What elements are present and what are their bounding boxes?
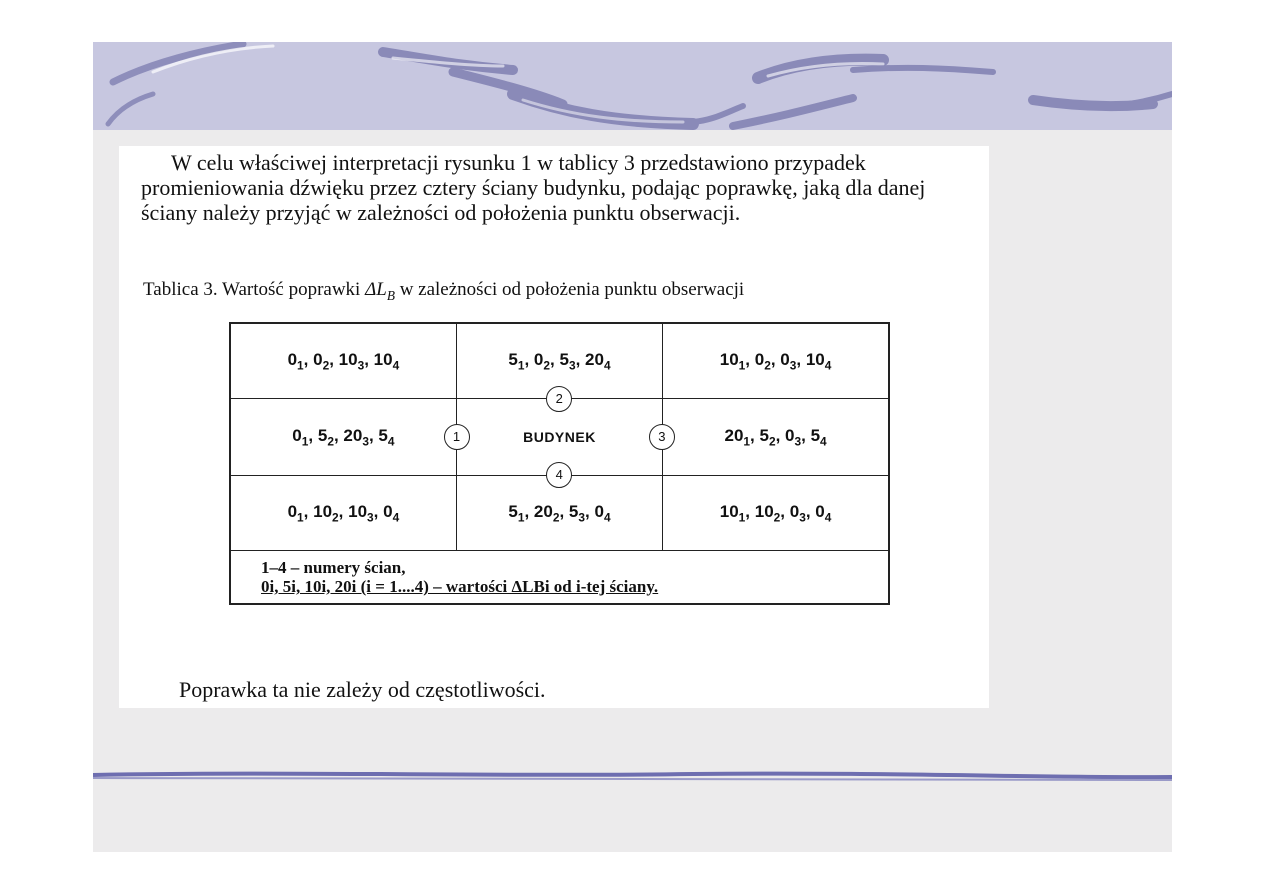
legend-line-2: 0i, 5i, 10i, 20i (i = 1....4) – wartości ΔLBi od i-tej ściany. — [261, 577, 659, 596]
correction-value: $20_4$ — [585, 349, 611, 373]
correction-value: $10_2$ — [313, 501, 339, 525]
swoosh-decoration-icon — [93, 42, 1172, 130]
correction-value: $0_4$ — [815, 501, 832, 525]
cell-middle-row-right: $20_1$, $5_2$, $0_3$, $5_4$ — [663, 399, 889, 476]
correction-table — [229, 322, 890, 605]
wall-number-bottom: 4 — [546, 462, 572, 488]
correction-value: $0_2$ — [313, 349, 330, 373]
correction-value: $0_2$ — [533, 349, 551, 373]
correction-value: $5_1$ — [508, 349, 525, 373]
cell-bottom-row-center: $5_1$, $20_2$, $5_3$, $0_4$ — [456, 476, 662, 551]
correction-value: $0_2$ — [754, 349, 771, 373]
correction-value: $0_1$ — [287, 501, 304, 525]
correction-value: $20_1$ — [724, 425, 751, 449]
correction-value: $0_3$ — [789, 501, 806, 525]
correction-value: $0_1$ — [292, 425, 309, 449]
legend-row — [230, 551, 889, 605]
cell-top-row-center: $5_1$, $0_2$, $5_3$, $20_4$ — [456, 323, 662, 399]
correction-value: $0_1$ — [287, 349, 304, 373]
correction-value: $10_4$ — [805, 349, 832, 373]
intro-paragraph: W celu właściwej interpretacji rysunku 1 w tablicy 3 przedstawiono przypadek promieniowania dźwięku przez cztery ściany budynku, podając poprawkę, jaką dla danej ściany należy przyjąć w zależności od położenia punktu obserwacji. — [141, 150, 926, 225]
caption-prefix: Tablica 3. Wartość poprawki — [143, 279, 366, 300]
correction-value: $0_4$ — [383, 501, 400, 525]
correction-value: $5_1$ — [508, 501, 525, 525]
caption-symbol: $\Delta L_B$ — [365, 279, 395, 303]
correction-value: $0_4$ — [594, 501, 611, 525]
correction-value: $0_3$ — [785, 425, 802, 449]
correction-value: $10_1$ — [719, 349, 746, 373]
cell-bottom-row-left: $0_1$, $10_2$, $10_3$, $0_4$ — [230, 476, 456, 551]
content-area — [119, 146, 989, 708]
correction-value: $10_1$ — [719, 501, 746, 525]
correction-value: $20_2$ — [533, 501, 560, 525]
correction-value: $10_3$ — [338, 349, 365, 373]
legend-cell — [230, 551, 889, 605]
table-caption — [143, 279, 744, 304]
cell-top-row-left: $0_1$, $0_2$, $10_3$, $10_4$ — [230, 323, 456, 399]
table-row-bottom-row — [230, 476, 889, 551]
wall-number-top: 2 — [546, 386, 572, 412]
correction-value: $10_4$ — [373, 349, 400, 373]
correction-value: $10_3$ — [348, 501, 374, 525]
wall-number-left: 1 — [444, 424, 470, 450]
correction-value: $5_4$ — [378, 425, 395, 449]
correction-value: $5_3$ — [568, 501, 586, 525]
correction-value: $5_4$ — [810, 425, 827, 449]
slide — [93, 42, 1172, 852]
closing-note: Poprawka ta nie zależy od częstotliwości. — [179, 677, 546, 702]
decorative-banner — [93, 42, 1172, 130]
correction-value: $5_2$ — [759, 425, 776, 449]
wall-number-right: 3 — [649, 424, 675, 450]
cell-top-row-right: $10_1$, $0_2$, $0_3$, $10_4$ — [663, 323, 889, 399]
correction-value: $10_2$ — [754, 501, 781, 525]
cell-middle-row-left: $0_1$, $5_2$, $20_3$, $5_4$ — [230, 399, 456, 476]
cell-bottom-row-right: $10_1$, $10_2$, $0_3$, $0_4$ — [663, 476, 889, 551]
building-cell — [452, 391, 667, 482]
correction-value: $0_3$ — [780, 349, 797, 373]
legend-line-1: 1–4 – numery ścian, — [261, 558, 406, 577]
correction-value: $5_2$ — [317, 425, 334, 449]
building-label: BUDYNEK — [523, 429, 596, 445]
correction-value: $20_3$ — [343, 425, 369, 449]
correction-value: $5_3$ — [559, 349, 576, 373]
table-row-middle-row — [230, 399, 889, 476]
decorative-rule — [93, 769, 1172, 783]
caption-suffix: w zależności od położenia punktu obserwacji — [394, 279, 745, 300]
